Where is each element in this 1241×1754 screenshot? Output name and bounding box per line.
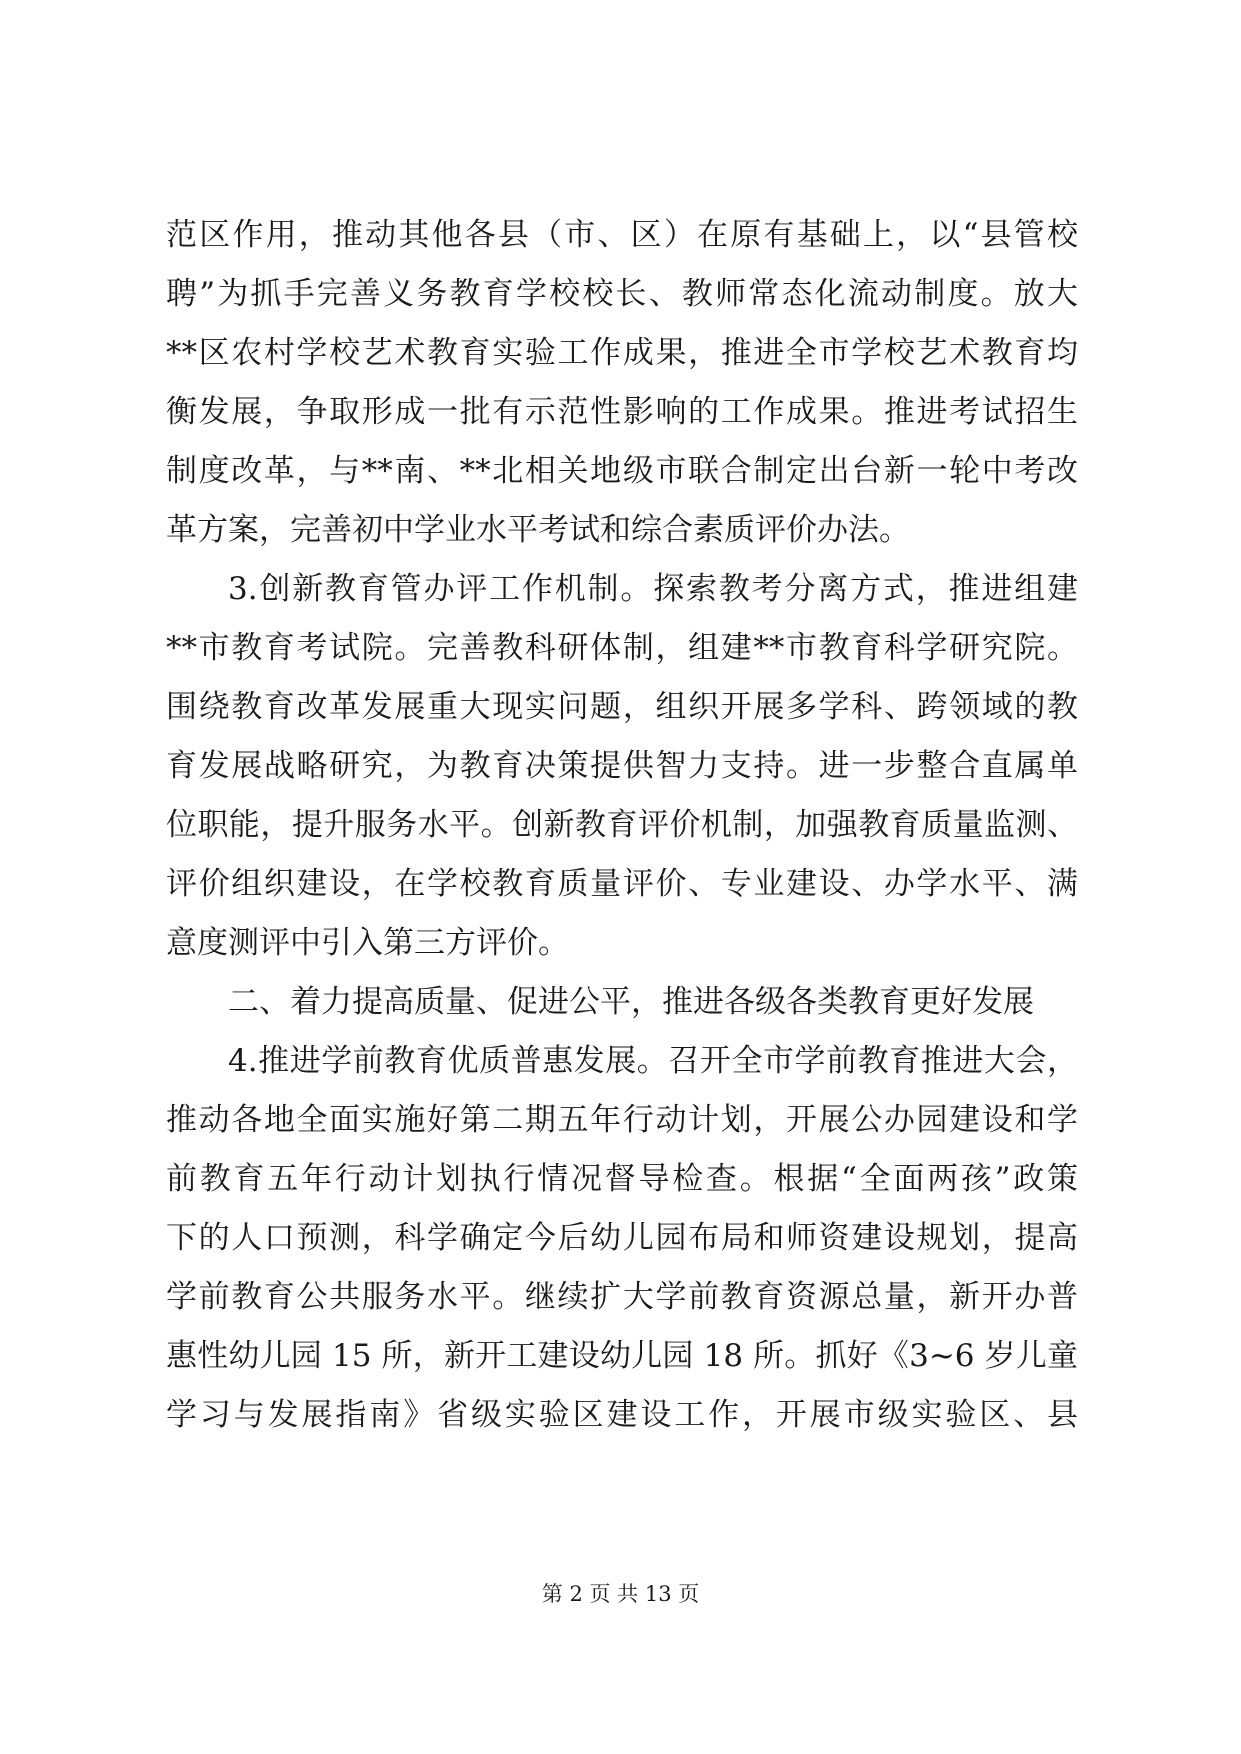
text-line: 革方案，完善初中学业水平考试和综合素质评价办法。 bbox=[166, 512, 910, 548]
text-line: 位职能，提升服务水平。创新教育评价机制，加强教育质量监测、 bbox=[166, 807, 1078, 843]
text-line: 4.推进学前教育优质普惠发展。召开全市学前教育推进大会， bbox=[228, 1043, 1078, 1079]
text-line: 惠性幼儿园 15 所，新开工建设幼儿园 18 所。抓好《3~6 岁儿童 bbox=[166, 1338, 1078, 1374]
text-line: 意度测评中引入第三方评价。 bbox=[166, 925, 569, 961]
text-line: 3.创新教育管办评工作机制。探索教考分离方式，推进组建 bbox=[228, 571, 1078, 607]
text-line: 范区作用，推动其他各县（市、区）在原有基础上，以“县管校 bbox=[166, 217, 1078, 253]
text-line: 学前教育公共服务水平。继续扩大学前教育资源总量，新开办普 bbox=[166, 1279, 1078, 1315]
text-line: **市教育考试院。完善教科研体制，组建**市教育科学研究院。 bbox=[166, 630, 1078, 666]
text-line: 聘”为抓手完善义务教育学校校长、教师常态化流动制度。放大 bbox=[166, 276, 1078, 312]
text-line: 衡发展，争取形成一批有示范性影响的工作成果。推进考试招生 bbox=[166, 394, 1078, 430]
text-line: 学习与发展指南》省级实验区建设工作，开展市级实验区、县 bbox=[166, 1397, 1078, 1433]
text-line: 育发展战略研究，为教育决策提供智力支持。进一步整合直属单 bbox=[166, 748, 1078, 784]
text-line: 围绕教育改革发展重大现实问题，组织开展多学科、跨领域的教 bbox=[166, 689, 1078, 725]
text-line: 推动各地全面实施好第二期五年行动计划，开展公办园建设和学 bbox=[166, 1102, 1078, 1138]
text-line: **区农村学校艺术教育实验工作成果，推进全市学校艺术教育均 bbox=[166, 335, 1078, 371]
text-line: 下的人口预测，科学确定今后幼儿园布局和师资建设规划，提高 bbox=[166, 1220, 1078, 1256]
document-body bbox=[166, 206, 1078, 1445]
page-footer: 第 2 页 共 13 页 bbox=[541, 1582, 700, 1606]
section-heading: 二、着力提高质量、促进公平，推进各级各类教育更好发展 bbox=[228, 984, 1034, 1020]
text-line: 前教育五年行动计划执行情况督导检查。根据“全面两孩”政策 bbox=[166, 1161, 1078, 1197]
text-line: 制度改革，与**南、**北相关地级市联合制定出台新一轮中考改 bbox=[166, 453, 1078, 489]
text-line: 评价组织建设，在学校教育质量评价、专业建设、办学水平、满 bbox=[166, 866, 1078, 902]
